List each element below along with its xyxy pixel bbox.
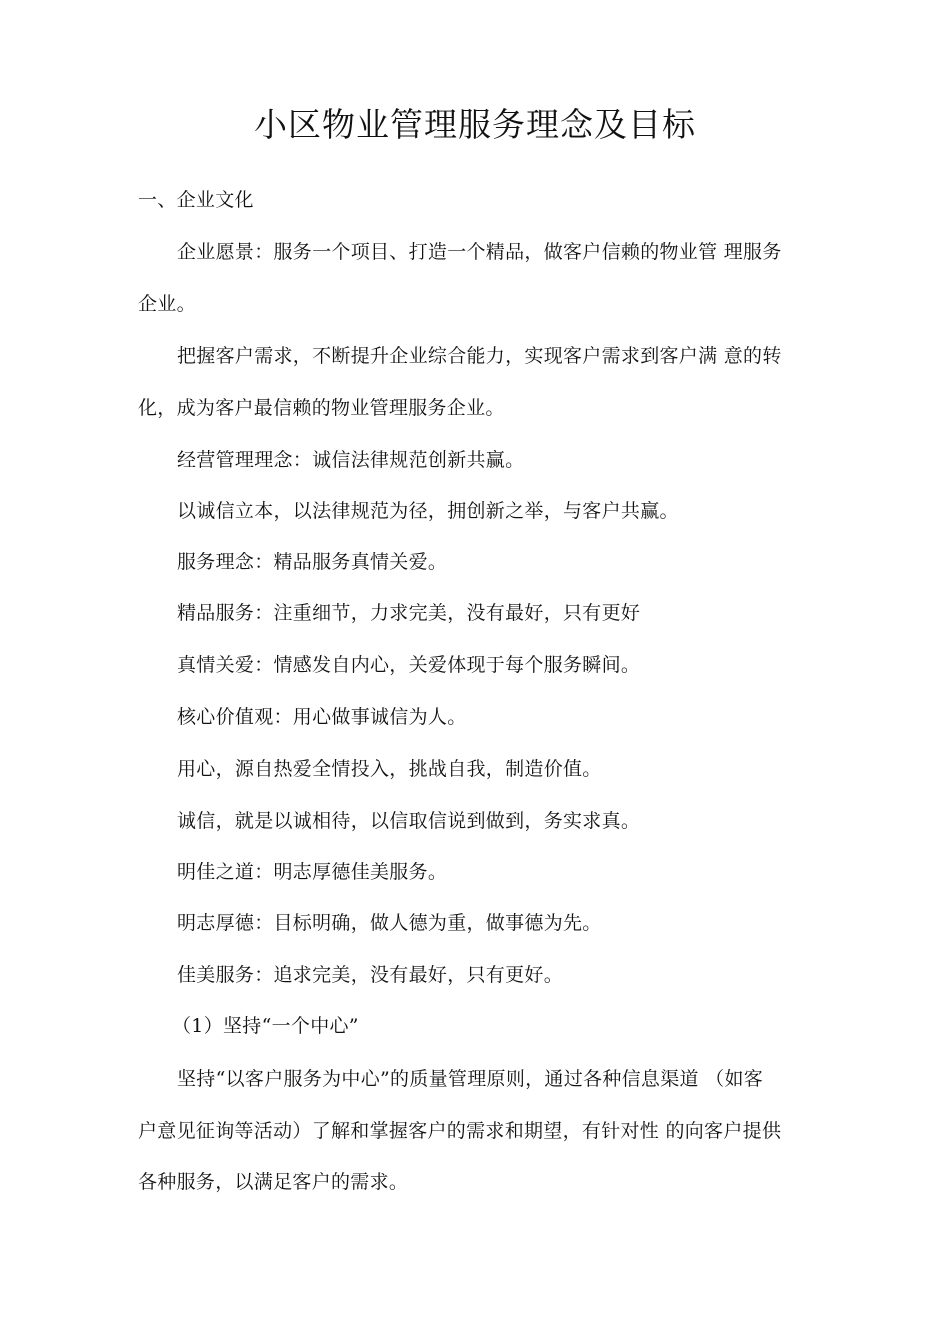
paragraph-quality-service: 精品服务：注重细节，力求完美，没有最好，只有更好: [177, 602, 641, 624]
paragraph-customer-center-line-2: 户意见征询等活动）了解和掌握客户的需求和期望，有针对性 的向客户提供: [138, 1120, 782, 1142]
paragraph-customer-demand-line-1: 把握客户需求，不断提升企业综合能力，实现客户需求到客户满 意的转: [177, 345, 782, 367]
paragraph-management-philosophy: 经营管理理念：诚信法律规范创新共赢。: [177, 449, 525, 471]
paragraph-integrity: 以诚信立本，以法律规范为径，拥创新之举，与客户共赢。: [177, 500, 679, 522]
paragraph-dedication: 用心，源自热爱全情投入，挑战自我，制造价值。: [177, 758, 602, 780]
subheading-one-center: （1）坚持“一个中心”: [172, 1015, 359, 1037]
paragraph-virtue: 明志厚德：目标明确，做人德为重，做事德为先。: [177, 912, 602, 934]
paragraph-vision-line-1: 企业愿景：服务一个项目、打造一个精品，做客户信赖的物业管 理服务: [177, 241, 782, 263]
section-heading-corporate-culture: 一、企业文化: [138, 189, 254, 211]
paragraph-honesty: 诚信，就是以诚相待，以信取信说到做到，务实求真。: [177, 810, 641, 832]
paragraph-customer-center-line-3: 各种服务，以满足客户的需求。: [138, 1171, 409, 1193]
paragraph-vision-line-2: 企业。: [138, 293, 196, 315]
paragraph-core-values: 核心价值观：用心做事诚信为人。: [177, 706, 467, 728]
paragraph-customer-demand-line-2: 化，成为客户最信赖的物业管理服务企业。: [138, 397, 505, 419]
paragraph-excellent-service: 佳美服务：追求完美，没有最好，只有更好。: [177, 964, 564, 986]
paragraph-customer-center-line-1: 坚持“以客户服务为中心”的质量管理原则，通过各种信息渠道 （如客: [177, 1068, 764, 1090]
paragraph-service-philosophy: 服务理念：精品服务真情关爱。: [177, 551, 448, 573]
document-title: 小区物业管理服务理念及目标: [254, 105, 696, 144]
paragraph-mingjia-way: 明佳之道：明志厚德佳美服务。: [177, 861, 448, 883]
paragraph-sincere-care: 真情关爱：情感发自内心，关爱体现于每个服务瞬间。: [177, 654, 641, 676]
